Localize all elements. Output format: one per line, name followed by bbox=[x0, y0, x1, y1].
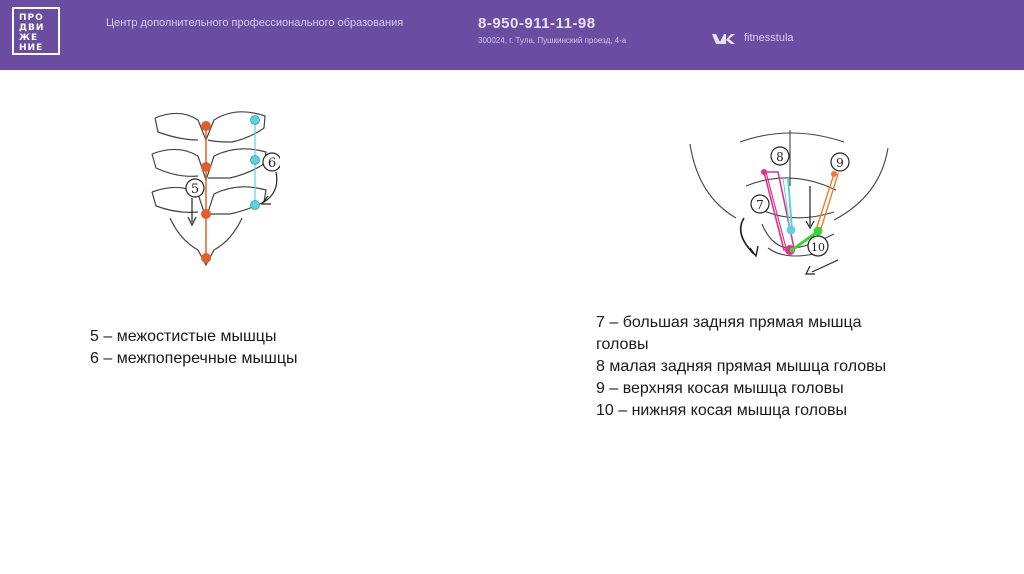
suboccipital-diagram bbox=[684, 126, 894, 286]
header-bar bbox=[0, 0, 1024, 70]
right-caption bbox=[596, 312, 886, 422]
caption-line: 9 – верхняя косая мышца головы bbox=[596, 380, 844, 397]
caption-line: 10 – нижняя косая мышца головы bbox=[596, 402, 848, 419]
vk-icon[interactable] bbox=[711, 32, 737, 46]
left-caption bbox=[90, 326, 298, 370]
caption-line: 8 малая задняя прямая мышца головы bbox=[596, 358, 887, 375]
svg-text:9: 9 bbox=[836, 156, 844, 170]
svg-text:5: 5 bbox=[190, 182, 200, 197]
organization-name: Центр дополнительного профессионального образования bbox=[106, 17, 404, 29]
caption-line: 7 – большая задняя прямая мышца bbox=[596, 314, 862, 331]
social-handle[interactable]: fitnesstula bbox=[744, 32, 794, 44]
address: 300024, г. Тула, Пушкинский проезд, 4-а bbox=[478, 36, 627, 45]
caption-line: 5 – межостистые мышцы bbox=[90, 328, 277, 345]
vertebrae-diagram bbox=[140, 100, 280, 275]
svg-text:8: 8 bbox=[776, 150, 784, 164]
caption-line: головы bbox=[596, 336, 649, 353]
brand-logo[interactable]: ПРО ДВИ ЖЕ НИЕ bbox=[12, 7, 60, 55]
caption-line: 6 – межпоперечные мышцы bbox=[90, 350, 298, 367]
svg-text:10: 10 bbox=[811, 241, 825, 254]
svg-text:7: 7 bbox=[756, 198, 764, 212]
phone-number[interactable]: 8-950-911-11-98 bbox=[478, 15, 596, 32]
svg-text:6: 6 bbox=[267, 156, 277, 171]
